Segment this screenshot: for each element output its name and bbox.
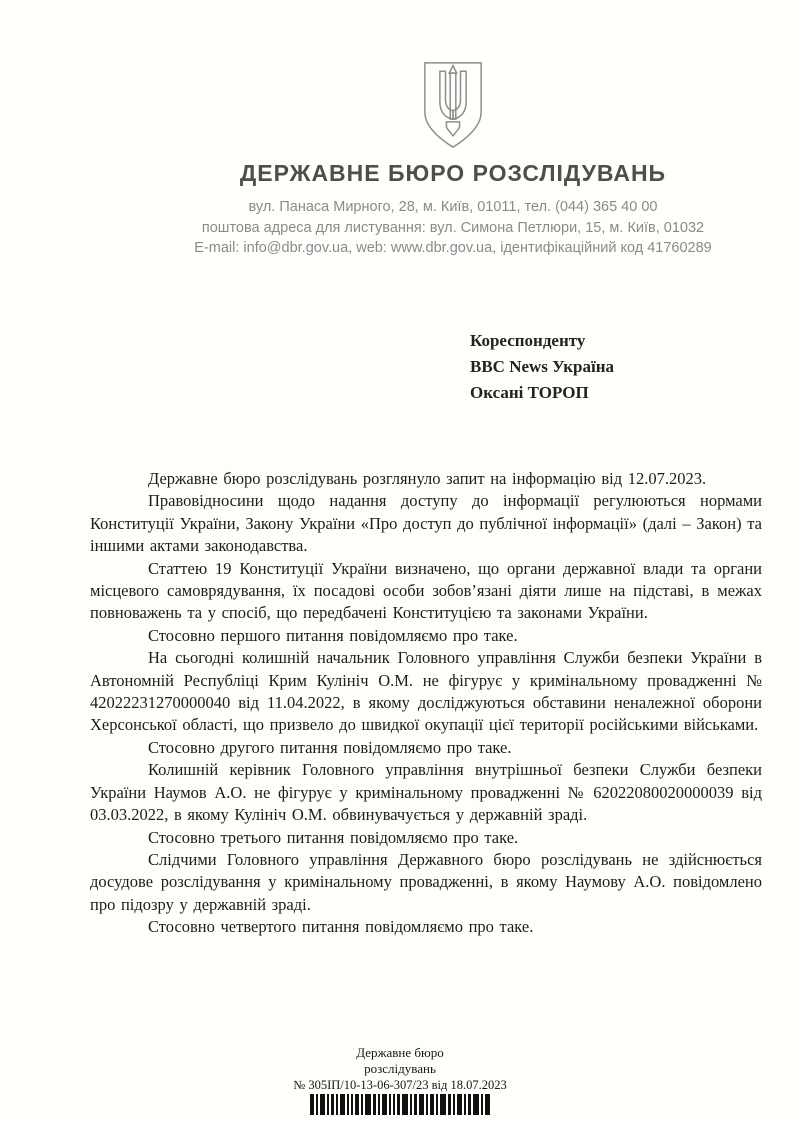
- letterhead: [106, 60, 800, 259]
- recipient-organization: BBC News Україна: [470, 357, 615, 376]
- body-paragraph: Правовідносини щодо надання доступу до інформації регулюються нормами Конституції України, Закону України «Про доступ до публічної інформації» (далі – Закон) та іншими актами законодавства.: [90, 491, 762, 556]
- address-line-3: E-mail: info@dbr.gov.ua, web: www.dbr.gov.ua, ідентифікаційний код 41760289: [194, 240, 712, 256]
- address-line-2: поштова адреса для листування: вул. Симона Петлюри, 15, м. Київ, 01032: [201, 219, 705, 236]
- body-paragraph: На сьогодні колишній начальник Головного управління Служби безпеки України в Автономній Республіці Крим Кулініч О.М. не фігурує у кримінальному провадженні № 42022231270000040 від 11.04.2022, в якому досліджуються обставини неналежної оборони Херсонської області, що призвело до швидкої окупації цієї території російськими військами.: [90, 648, 762, 735]
- body-paragraph: Державне бюро розслідувань розглянуло запит на інформацію від 12.07.2023.: [148, 469, 707, 488]
- letter-body: [90, 468, 762, 939]
- body-paragraph: Стосовно третього питання повідомляємо про таке.: [148, 827, 519, 847]
- recipient-title: Кореспонденту: [470, 331, 586, 350]
- org-name: ДЕРЖАВНЕ БЮРО РОЗСЛІДУВАНЬ: [239, 160, 667, 186]
- ukraine-trident-shield-icon: [417, 60, 489, 150]
- barcode-icon: [310, 1094, 490, 1115]
- registration-stamp: [0, 1045, 800, 1115]
- body-paragraph: Колишній керівник Головного управління внутрішньої безпеки Служби безпеки України Наумов А.О. не фігурує у кримінальному провадженні № 62022080020000039 від 03.03.2022, в якому Кулініч О.М. обвинувачується у державній зраді.: [90, 760, 762, 825]
- reference-number: № 305ІП/10-13-06-307/23 від 18.07.2023: [293, 1078, 507, 1092]
- recipient-name: Оксані ТОРОП: [470, 383, 589, 402]
- recipient-block: [470, 328, 614, 406]
- body-paragraph: Слідчими Головного управління Державного бюро розслідувань не здійснюється досудове розслідування у кримінальному провадженні, в якому Наумову А.О. повідомлено про підозру у державній зраді.: [90, 849, 762, 914]
- address-line-1: вул. Панаса Мирного, 28, м. Київ, 01011, тел. (044) 365 40 00: [248, 199, 658, 215]
- stamp-org-line-1: Державне бюро: [356, 1045, 444, 1060]
- body-paragraph: Стосовно другого питання повідомляємо про таке.: [148, 737, 512, 757]
- body-paragraph: Стосовно першого питання повідомляємо про таке.: [148, 625, 518, 645]
- body-paragraph: Статтею 19 Конституції України визначено, що органи державної влади та органи місцевого самоврядування, їх посадові особи зобов’язані діяти лише на підставі, в межах повноважень та у спосіб, що передбачені Конституцією та законами України.: [90, 558, 762, 623]
- stamp-org-line-2: розслідувань: [364, 1060, 436, 1076]
- body-paragraph: Стосовно четвертого питання повідомляємо про таке.: [148, 917, 534, 937]
